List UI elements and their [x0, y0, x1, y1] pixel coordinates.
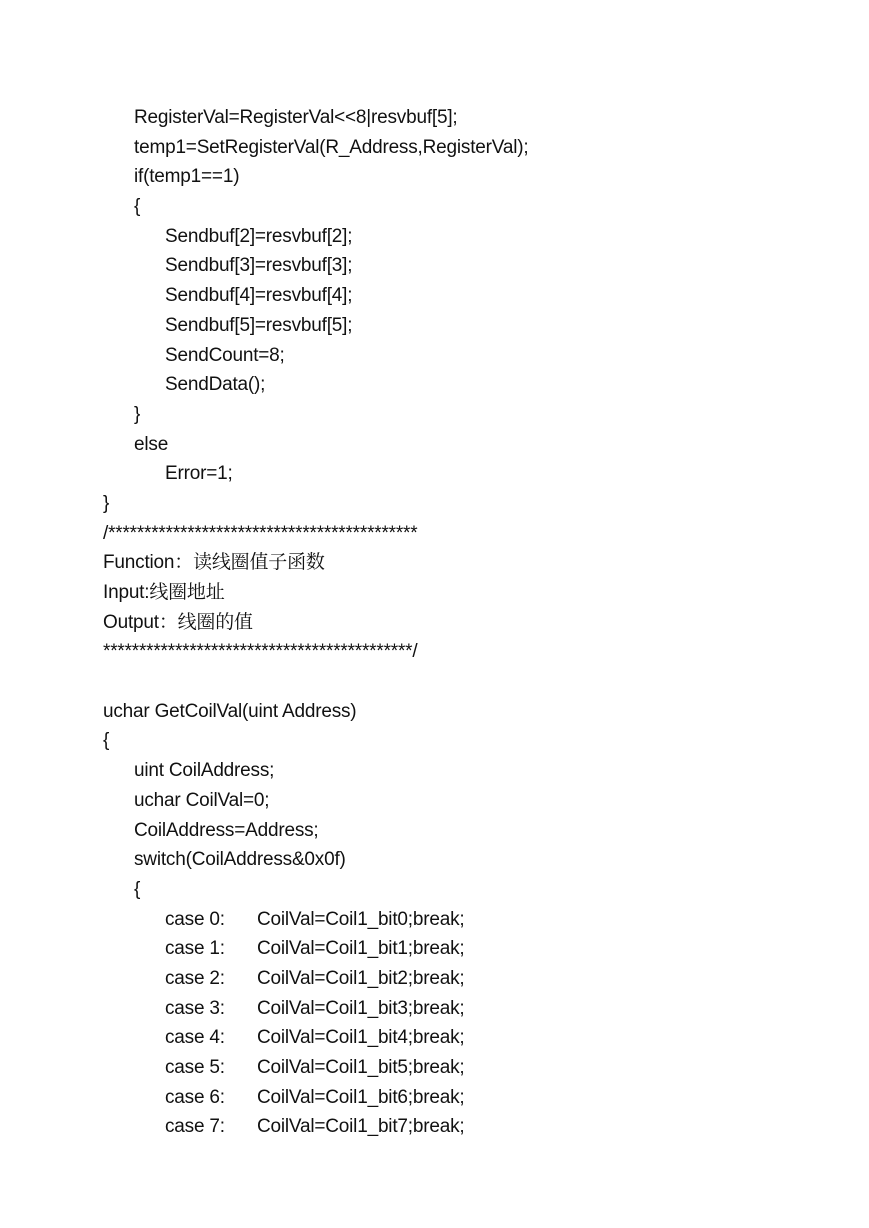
case-statement: CoilVal=Coil1_bit4;break;	[257, 1027, 465, 1049]
code-line: {	[134, 878, 141, 900]
case-line	[103, 905, 843, 935]
case-line	[103, 994, 843, 1024]
comment-input: Input:线圈地址	[103, 582, 225, 603]
code-line: RegisterVal=RegisterVal<<8|resvbuf[5];	[134, 107, 458, 128]
case-line	[103, 1023, 843, 1053]
function-signature: uchar GetCoilVal(uint Address)	[103, 700, 357, 722]
case-line	[103, 1053, 843, 1083]
code-line: Sendbuf[5]=resvbuf[5];	[165, 314, 353, 336]
case-label: case 4:	[165, 1027, 225, 1049]
code-listing	[103, 103, 843, 1142]
case-line	[103, 1083, 843, 1113]
case-statement: CoilVal=Coil1_bit6;break;	[257, 1086, 465, 1108]
case-label: case 1:	[165, 938, 225, 960]
code-line: uint CoilAddress;	[134, 760, 275, 782]
case-line	[103, 934, 843, 964]
comment-output: Output：线圈的值	[103, 611, 253, 633]
code-line: {	[134, 196, 141, 218]
code-line: SendCount=8;	[165, 344, 285, 366]
code-line: Sendbuf[3]=resvbuf[3];	[165, 255, 353, 277]
code-line: if(temp1==1)	[134, 166, 240, 188]
comment-function: Function：读线圈值子函数	[103, 552, 325, 574]
case-statement: CoilVal=Coil1_bit0;break;	[257, 908, 465, 930]
code-line: Error=1;	[165, 463, 233, 485]
case-statement: CoilVal=Coil1_bit3;break;	[257, 997, 465, 1019]
case-label: case 2:	[165, 967, 225, 989]
case-label: case 7:	[165, 1116, 225, 1138]
code-line: else	[134, 433, 169, 455]
code-line: SendData();	[165, 374, 266, 396]
case-label: case 5:	[165, 1057, 225, 1078]
comment-border-bottom: *******************************************/	[103, 641, 418, 663]
case-label: case 0:	[165, 908, 225, 930]
code-line: switch(CoilAddress&0x0f)	[134, 849, 346, 871]
code-line: }	[134, 403, 141, 425]
code-line: temp1=SetRegisterVal(R_Address,RegisterVal);	[134, 136, 529, 158]
case-statement: CoilVal=Coil1_bit1;break;	[257, 938, 465, 960]
code-line: CoilAddress=Address;	[134, 819, 319, 841]
case-statement: CoilVal=Coil1_bit5;break;	[257, 1057, 465, 1078]
code-line: uchar CoilVal=0;	[134, 789, 270, 811]
case-line	[103, 964, 843, 994]
code-line: Sendbuf[2]=resvbuf[2];	[165, 225, 353, 247]
case-statement: CoilVal=Coil1_bit2;break;	[257, 967, 465, 989]
case-label: case 3:	[165, 997, 225, 1019]
case-line	[103, 1112, 843, 1142]
case-statement: CoilVal=Coil1_bit7;break;	[257, 1116, 465, 1138]
comment-border-top: /*******************************************	[103, 522, 418, 544]
code-line: }	[103, 492, 110, 514]
code-line: {	[103, 730, 110, 752]
case-label: case 6:	[165, 1086, 225, 1108]
blank-line	[103, 667, 843, 697]
code-line: Sendbuf[4]=resvbuf[4];	[165, 285, 353, 307]
